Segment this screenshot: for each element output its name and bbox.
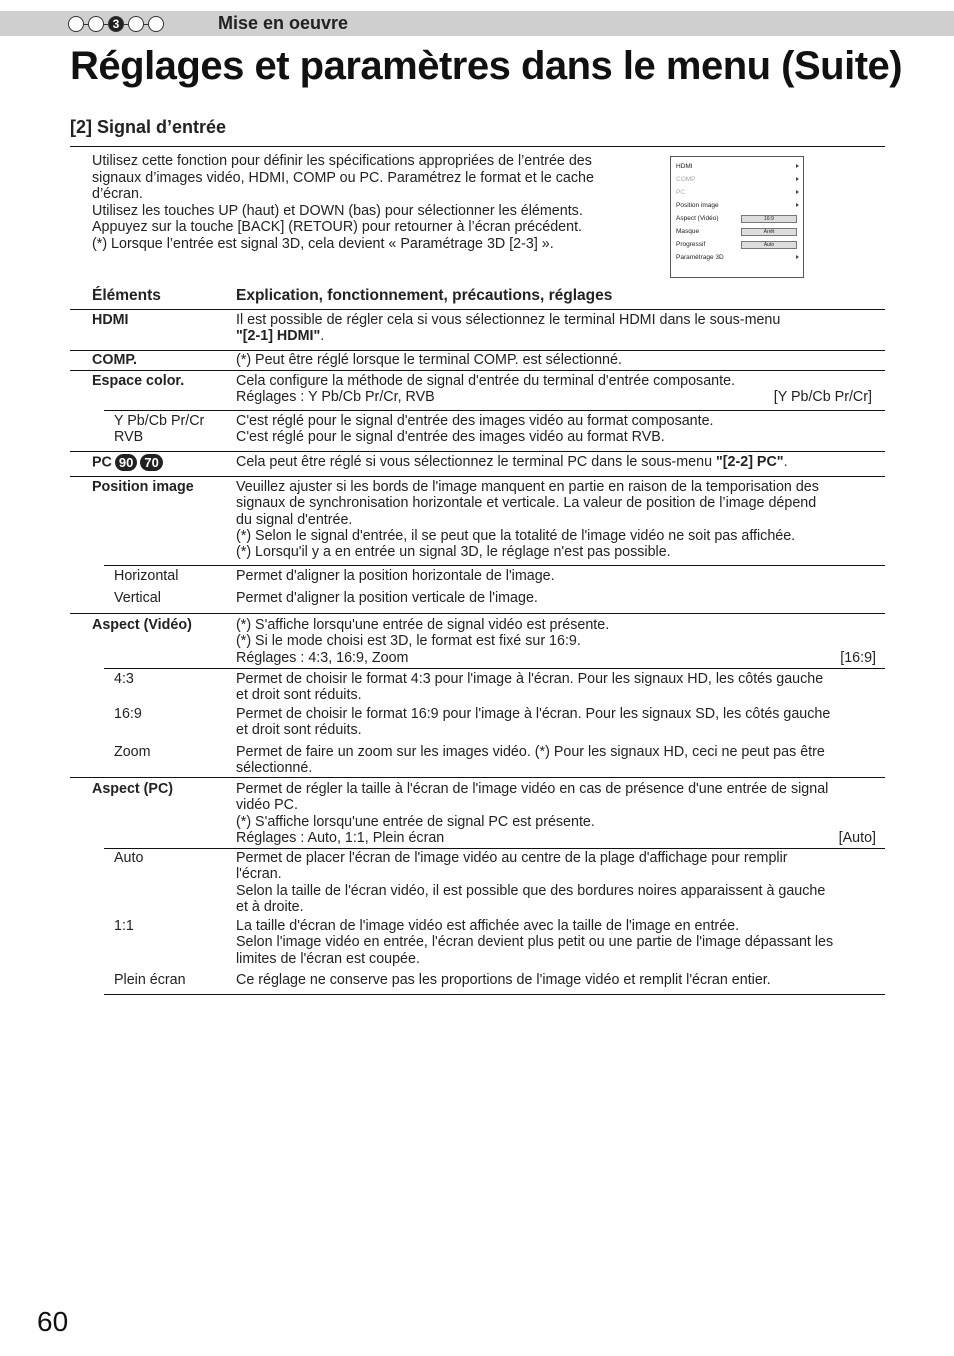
arrow-right-icon (796, 177, 799, 181)
option-name-zoom: Zoom (114, 744, 151, 760)
option-desc-16-9: Permet de choisir le format 16:9 pour l'image à l'écran. Pour les signaux SD, les côtés gauche et droit sont réduits. (236, 706, 831, 739)
row-desc-hdmi: Il est possible de régler cela si vous sélectionnez le terminal HDMI dans le sous-menu "[2-1] HDMI". (236, 312, 781, 345)
option-desc-zoom: Permet de faire un zoom sur les images vidéo. (*) Pour les signaux HD, ceci ne peut pas être sélectionné. (236, 744, 825, 777)
row-desc-pc: Cela peut être réglé si vous sélectionnez le terminal PC dans le sous-menu "[2-2] PC". (236, 454, 788, 470)
col-header-explanation: Explication, fonctionnement, précautions, réglages (236, 287, 613, 304)
row-desc-comp: (*) Peut être réglé lorsque le terminal COMP. est sélectionné. (236, 352, 622, 368)
option-desc-horizontal: Permet d'aligner la position horizontale de l'image. (236, 568, 555, 584)
step-indicator (68, 15, 164, 33)
section-label: Mise en oeuvre (218, 13, 349, 33)
option-desc-rvb: C'est réglé pour le signal d'entrée des images vidéo au format RVB. (236, 429, 665, 445)
option-name-16-9: 16:9 (114, 706, 142, 722)
page-title: Réglages et paramètres dans le menu (Suite) (70, 44, 903, 88)
intro-text: Utilisez cette fonction pour définir les spécifications appropriées de l’entrée des signaux d’images vidéo, HDMI, COMP ou PC. Paramétrez le format et le cache d’écran. Utilisez les touches UP (haut) et DOWN (bas) pour sélectionner les éléments. Appuyez sur la touche [BACK] (RETOUR) pour retourner à l’écran précédent. (*) Lorsque l’entrée est signal 3D, cela devient « Paramétrage 3D [2-3] ». (92, 153, 594, 252)
row-desc-aspect-pc: Permet de régler la taille à l'écran de l'image vidéo en cas de présence d'une entrée de signal vidéo PC. (*) S'affiche lorsqu'une entrée de signal PC est présente. Réglages : Auto, 1:1, Plein écran [Auto] (236, 781, 876, 846)
option-name-4-3: 4:3 (114, 671, 134, 687)
row-name-pc: PC 90 70 (92, 454, 163, 471)
arrow-right-icon (796, 203, 799, 207)
option-name-vertical: Vertical (114, 590, 161, 606)
step-1 (68, 16, 84, 32)
option-desc-1-1: La taille d'écran de l'image vidéo est affichée avec la taille de l'image en entrée. Selon l'image vidéo en entrée, l'écran devient plus petit ou une partie de l'image dépassant les limites de l'écran est coupée. (236, 918, 834, 967)
step-3-current: 3 (108, 16, 124, 32)
step-2 (88, 16, 104, 32)
option-name-ypbpr: Y Pb/Cb Pr/Cr (114, 413, 205, 429)
menu-item-position: Position image (671, 199, 803, 212)
menu-item-comp: COMP (671, 173, 803, 186)
page-ref-badge: 90 (115, 454, 137, 471)
table-rule (70, 309, 885, 310)
option-name-plein-ecran: Plein écran (114, 972, 186, 988)
page-ref-badge: 70 (140, 454, 162, 471)
menu-item-aspect: Aspect (Vidéo) 16:9 (671, 212, 803, 225)
step-4 (128, 16, 144, 32)
row-name-aspect-pc: Aspect (PC) (92, 781, 174, 797)
arrow-right-icon (796, 255, 799, 259)
row-name-comp: COMP. (92, 352, 138, 368)
row-name-aspect-video: Aspect (Vidéo) (92, 617, 192, 633)
row-name-position-image: Position image (92, 479, 194, 495)
row-desc-espace-color: Cela configure la méthode de signal d'entrée du terminal d'entrée composante. Réglages : Y Pb/Cb Pr/Cr, RVB [Y Pb/Cb Pr/Cr] (236, 373, 872, 406)
option-name-1-1: 1:1 (114, 918, 134, 934)
option-name-horizontal: Horizontal (114, 568, 179, 584)
option-name-auto: Auto (114, 850, 144, 866)
menu-screenshot (670, 156, 804, 278)
menu-item-pc: PC (671, 186, 803, 199)
menu-item-masque: Masque Arrêt (671, 225, 803, 238)
option-desc-plein-ecran: Ce réglage ne conserve pas les proportions de l'image vidéo et remplit l'écran entier. (236, 972, 771, 988)
menu-item-hdmi: HDMI (671, 160, 803, 173)
step-5 (148, 16, 164, 32)
menu-item-progressif: Progressif Auto (671, 238, 803, 251)
row-desc-position-image: Veuillez ajuster si les bords de l'image manquent en partie en raison de la temporisation des signaux de synchronisation horizontale et verticale. La valeur de position de l’image dépend du signal d'entrée. (*) Selon le signal d'entrée, il se peut que la totalité de l'image vidéo ne soit pas affichée. (*) Lorsqu'il y a en entrée un signal 3D, le réglage n'est pas possible. (236, 479, 819, 561)
menu-item-3d: Paramétrage 3D (671, 251, 803, 264)
row-desc-aspect-video: (*) S'affiche lorsqu'une entrée de signal vidéo est présente. (*) Si le mode choisi est 3D, le format est fixé sur 16:9. Réglages : 4:3, 16:9, Zoom [16:9] (236, 617, 876, 666)
option-desc-4-3: Permet de choisir le format 4:3 pour l'image à l'écran. Pour les signaux HD, les côtés gauche et droit sont réduits. (236, 671, 824, 704)
option-desc-vertical: Permet d'aligner la position verticale de l'image. (236, 590, 538, 606)
option-desc-ypbpr: C'est réglé pour le signal d'entrée des images vidéo au format composante. (236, 413, 714, 429)
arrow-right-icon (796, 190, 799, 194)
subsection-title: [2] Signal d’entrée (70, 117, 227, 137)
row-name-hdmi: HDMI (92, 312, 129, 328)
option-desc-auto: Permet de placer l'écran de l'image vidéo au centre de la plage d'affichage pour remplir l'écran. Selon la taille de l'écran vidéo, il est possible que des bordures noires apparaissent à gauche et à droite. (236, 850, 826, 915)
arrow-right-icon (796, 164, 799, 168)
page-number: 60 (37, 1306, 69, 1337)
option-name-rvb: RVB (114, 429, 144, 445)
col-header-elements: Éléments (92, 287, 161, 304)
row-name-espace-color: Espace color. (92, 373, 185, 389)
subsection-rule (70, 146, 885, 147)
